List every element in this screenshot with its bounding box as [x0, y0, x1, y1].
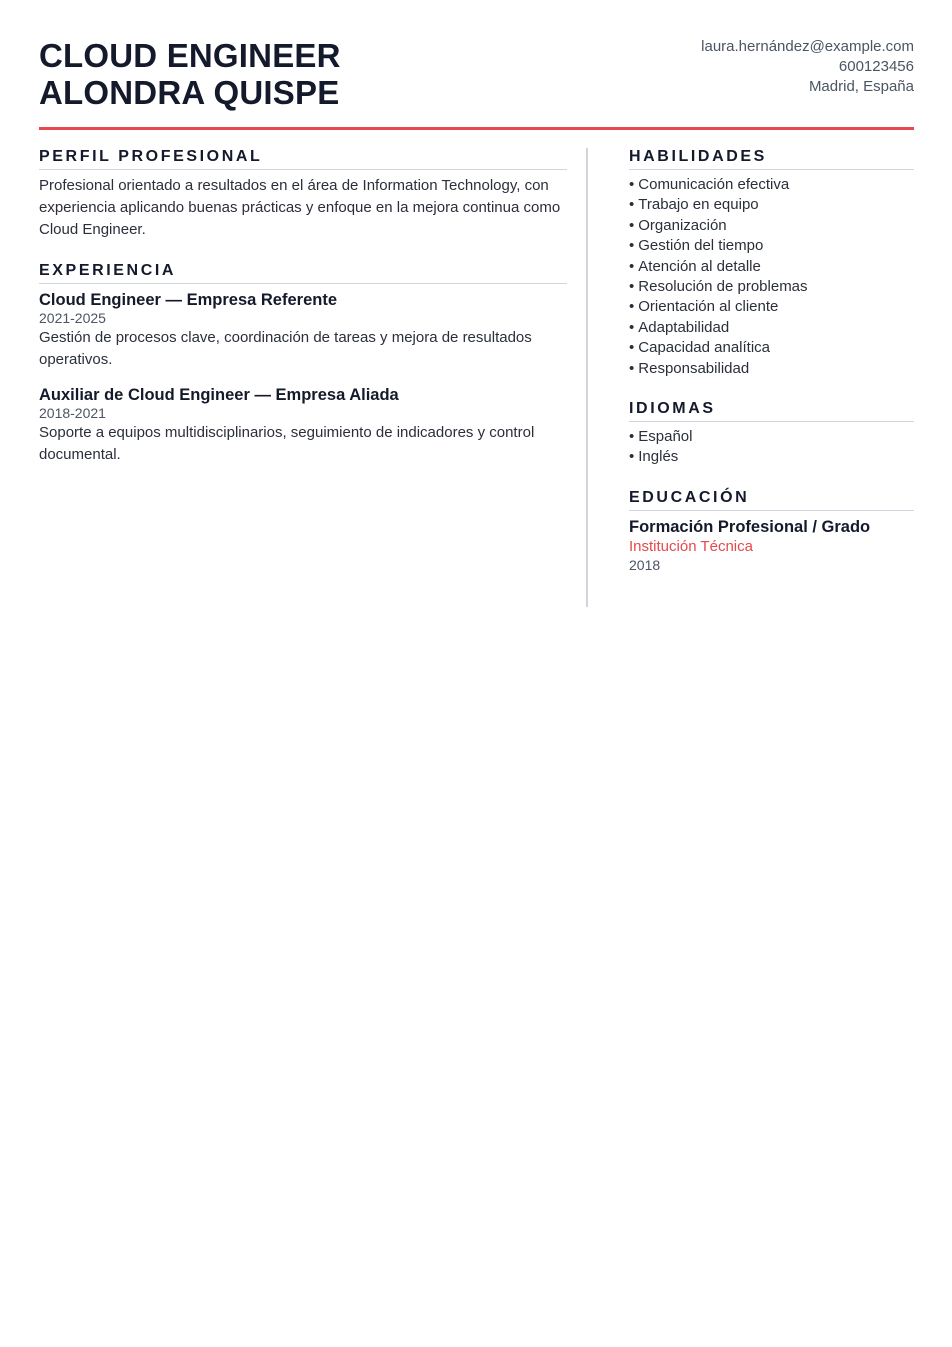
resume-header: [39, 0, 914, 130]
job-description: Soporte a equipos multidisciplinarios, seguimiento de indicadores y control documental.: [39, 424, 535, 463]
list-item: [629, 236, 914, 256]
list-item: [629, 297, 914, 317]
languages-list: [629, 427, 914, 468]
list-item: [629, 195, 914, 215]
job-dates: 2021-2025: [39, 310, 106, 326]
contact-phone: 600123456: [838, 58, 914, 75]
experience-item: [39, 385, 567, 466]
bullet: •: [629, 428, 635, 446]
job-description: Gestión de procesos clave, coordinación de tareas y mejora de resultados operativos.: [39, 329, 532, 368]
list-item: [629, 175, 914, 195]
job-title: Cloud Engineer — Empresa Referente: [39, 291, 337, 309]
list-item: [629, 338, 914, 358]
skill-label: Gestión del tiempo: [638, 237, 764, 255]
bullet: •: [629, 216, 635, 234]
bullet: •: [629, 176, 635, 193]
bullet: •: [629, 196, 635, 214]
bullet: •: [629, 298, 635, 316]
skill-label: Trabajo en equipo: [638, 196, 759, 214]
bullet: •: [629, 278, 635, 296]
left-column: [39, 148, 567, 466]
education-heading: EDUCACIÓN: [629, 489, 914, 511]
skill-label: Capacidad analítica: [638, 339, 771, 357]
list-item: [629, 216, 914, 236]
right-column: [629, 148, 914, 575]
skill-label: Atención al detalle: [638, 257, 761, 275]
bullet: •: [629, 237, 635, 255]
profile-summary: Profesional orientado a resultados en el área de Information Technology, con experiencia aplicando buenas prácticas y enfoque en la mejora continua como Cloud Engineer.: [39, 177, 561, 238]
list-item: [629, 447, 914, 467]
profile-heading: PERFIL PROFESIONAL: [39, 148, 567, 170]
skills-heading: HABILIDADES: [629, 148, 914, 170]
resume-page: [39, 0, 914, 573]
skill-label: Adaptabilidad: [638, 318, 730, 336]
education-year: 2018: [629, 556, 661, 573]
skill-label: Organización: [638, 216, 727, 234]
column-divider: [586, 148, 588, 607]
bullet: •: [629, 339, 635, 357]
job-dates: 2018-2021: [39, 405, 106, 421]
list-item: [629, 359, 914, 379]
list-item: [629, 427, 914, 447]
skill-label: Responsabilidad: [638, 359, 750, 377]
job-role-title: CLOUD ENGINEER: [39, 37, 341, 74]
bullet: •: [629, 448, 635, 466]
experience-item: [39, 290, 567, 371]
bullet: •: [629, 318, 635, 336]
list-item: [629, 318, 914, 338]
education-institution: Institución Técnica: [629, 537, 753, 555]
list-item: [629, 277, 914, 297]
contact-email: laura.hernández@example.com: [701, 38, 914, 55]
bullet: •: [629, 359, 635, 377]
language-label: Inglés: [638, 448, 679, 466]
bullet: •: [629, 257, 635, 275]
skill-label: Comunicación efectiva: [638, 176, 790, 193]
skill-label: Orientación al cliente: [638, 298, 779, 316]
experience-heading: EXPERIENCIA: [39, 262, 567, 284]
candidate-name: ALONDRA QUISPE: [39, 74, 340, 111]
contact-location: Madrid, España: [808, 78, 914, 95]
contact-block: [701, 37, 914, 97]
list-item: [629, 257, 914, 277]
skills-list: [629, 175, 914, 379]
education-degree: Formación Profesional / Grado: [629, 517, 871, 536]
job-title: Auxiliar de Cloud Engineer — Empresa Aliada: [39, 386, 399, 404]
skill-label: Resolución de problemas: [638, 278, 808, 296]
language-label: Español: [638, 428, 693, 446]
languages-heading: IDIOMAS: [629, 400, 914, 422]
